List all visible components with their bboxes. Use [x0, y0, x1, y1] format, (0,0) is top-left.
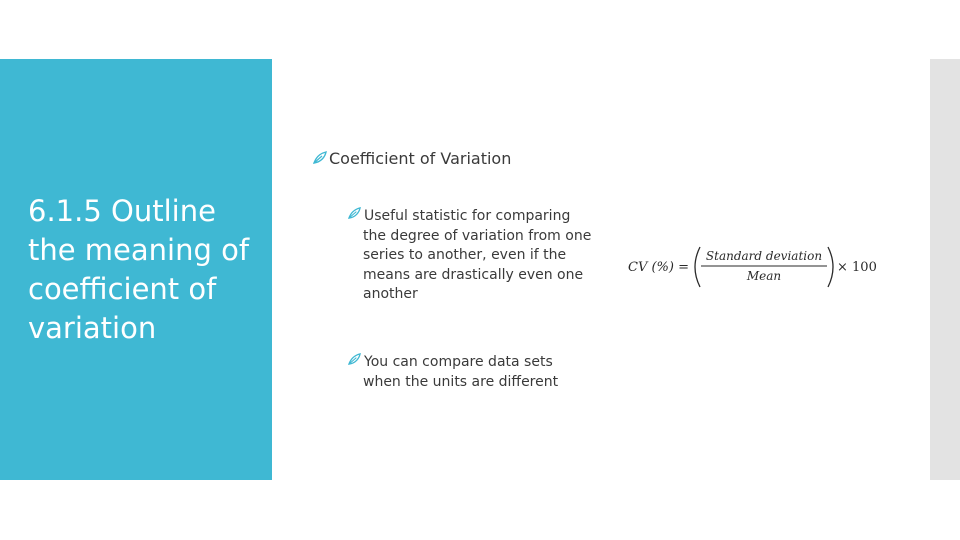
formula-lhs: CV (%) = [628, 260, 689, 275]
leaf-bullet-icon [348, 353, 362, 367]
formula-denominator: Mean [746, 269, 782, 283]
formula-numerator: Standard deviation [705, 249, 823, 263]
bullet-item [348, 207, 593, 305]
heading-bullet [313, 149, 511, 168]
bullet-text: You can compare data sets when the units are different [363, 354, 559, 390]
heading-text: Coefficient of Variation [329, 149, 512, 168]
cv-formula [626, 242, 878, 292]
slide-title: 6.1.5 Outline the meaning of coefficient of variation [28, 194, 250, 345]
bullet-item [348, 353, 593, 392]
bullet-text: Useful statistic for comparing the degree of variation from one series to another, even if the means are drastically even one another [363, 208, 592, 302]
leaf-bullet-icon [348, 207, 362, 221]
side-bar [930, 59, 960, 480]
leaf-bullet-icon [313, 151, 327, 165]
formula-multiplier: × 100 [837, 260, 877, 275]
